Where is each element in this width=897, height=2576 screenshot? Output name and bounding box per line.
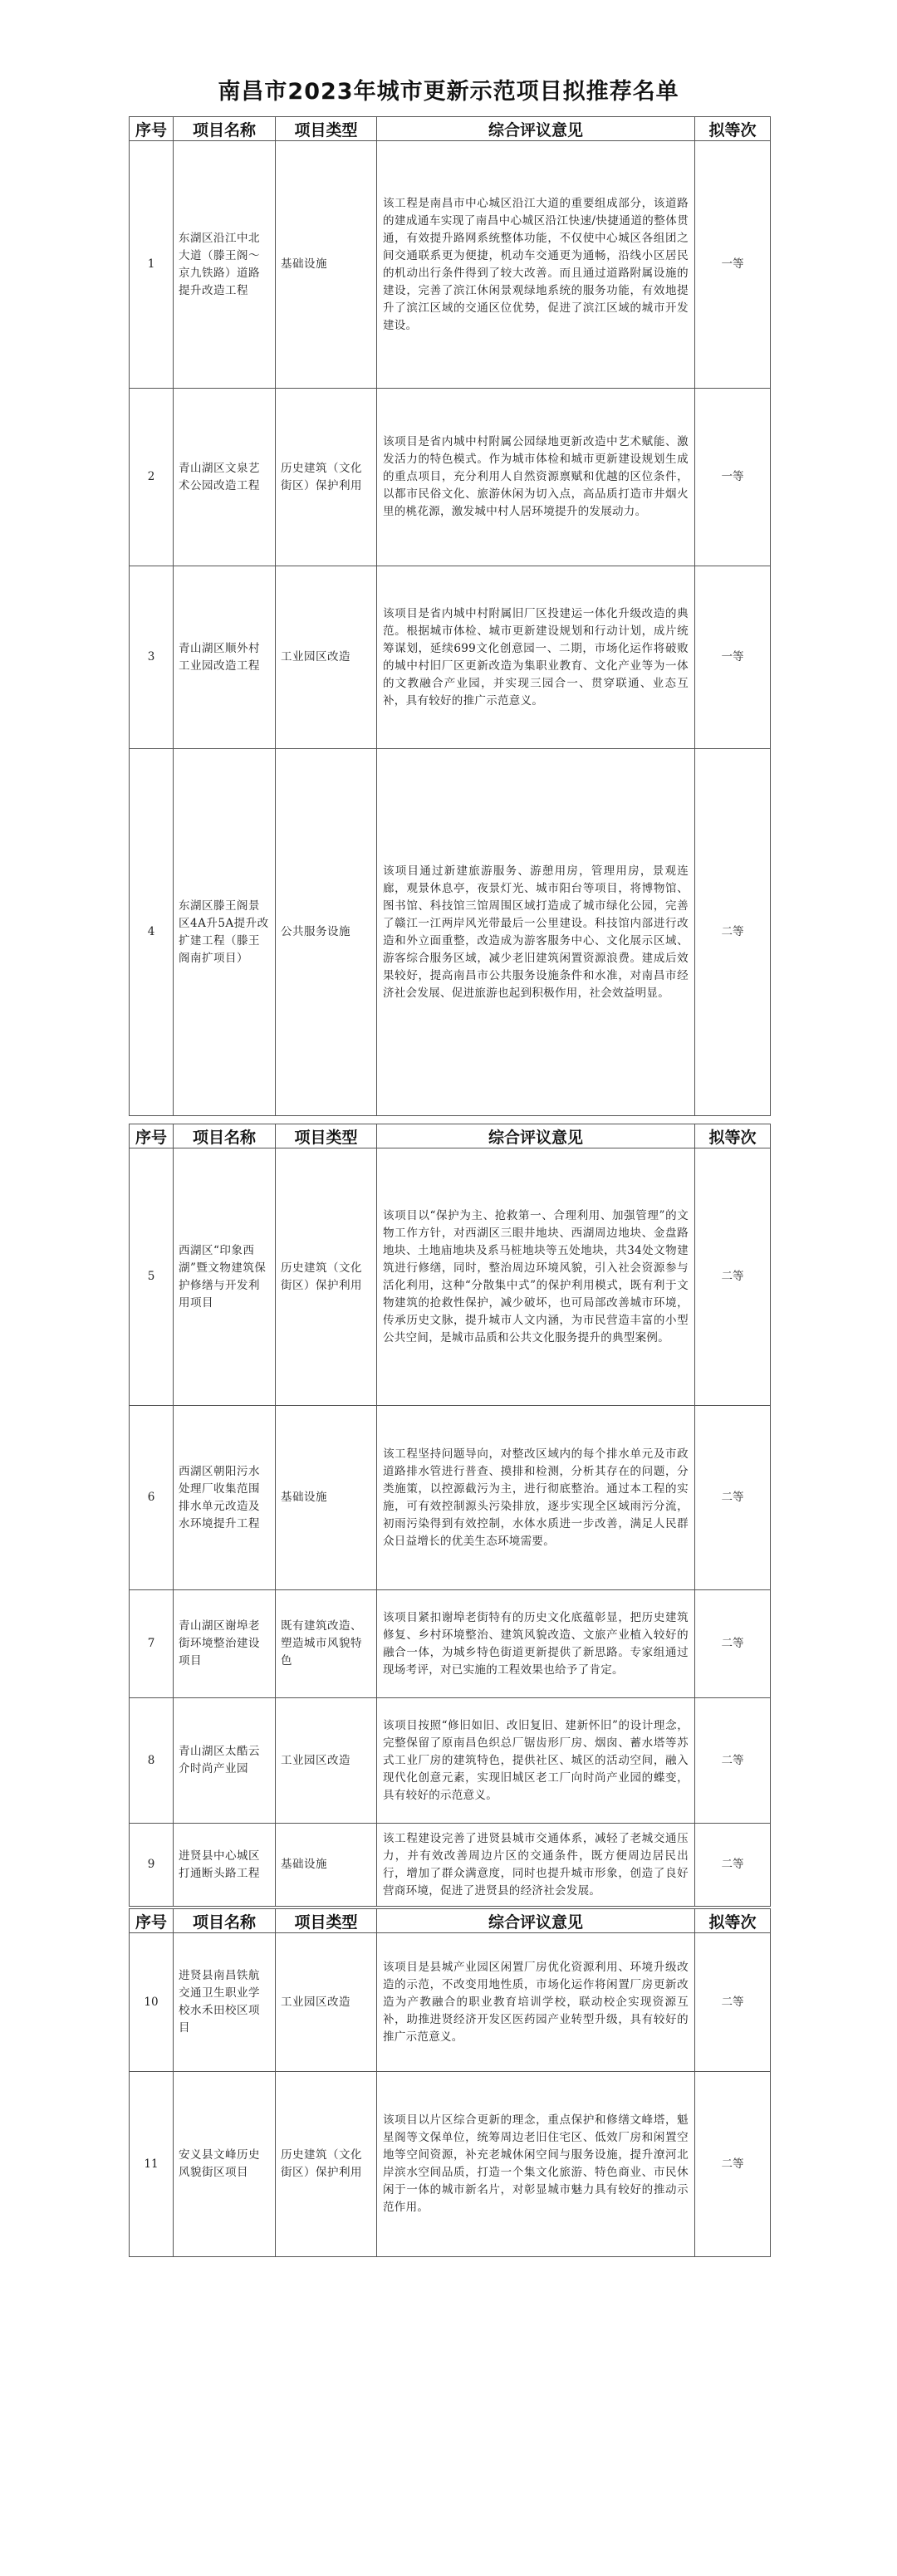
proposed-level: 一等 bbox=[695, 389, 771, 566]
row-no: 3 bbox=[130, 566, 174, 749]
proposed-level: 二等 bbox=[695, 2072, 771, 2257]
project-type: 工业园区改造 bbox=[276, 1698, 377, 1824]
review-opinion: 该项目紧扣谢埠老街特有的历史文化底蕴彰显，把历史建筑修复、乡村环境整治、建筑风貌改造、文旅产业植入较好的融合一体，为城乡特色街道更新提供了新思路。专家组通过现场考评，对已实施的工程效果也给予了肯定。 bbox=[377, 1590, 695, 1698]
row-no: 2 bbox=[130, 389, 174, 566]
project-type: 基础设施 bbox=[276, 1406, 377, 1590]
header-name: 项目名称 bbox=[174, 1909, 276, 1933]
project-type: 公共服务设施 bbox=[276, 749, 377, 1116]
proposed-level: 二等 bbox=[695, 1406, 771, 1590]
header-name: 项目名称 bbox=[174, 1124, 276, 1148]
proposed-level: 一等 bbox=[695, 141, 771, 389]
table-row bbox=[130, 2072, 771, 2257]
table-row bbox=[130, 566, 771, 749]
header-opinion: 综合评议意见 bbox=[377, 1124, 695, 1148]
review-opinion: 该工程坚持问题导向，对整改区域内的每个排水单元及市政道路排水管进行普查、摸排和检测，分析其存在的问题，分类施策，以控源截污为主，进行彻底整治。通过本工程的实施，可有效控制源头污染排放，逐步实现全区域雨污分流，初雨污染得到有效控制，水体水质进一步改善，满足人民群众日益增长的优美生态环境需要。 bbox=[377, 1406, 695, 1590]
review-opinion: 该项目通过新建旅游服务、游憩用房，管理用房，景观连廊，观景休息亭，夜景灯光、城市阳台等项目，将博物馆、图书馆、科技馆三馆周围区域打造成了城市绿化公园，完善了赣江一江两岸风光带最后一公里建设。科技馆内部进行改造和外立面重整，改造成为游客服务中心、文化展示区域、游客综合服务区域，减少老旧建筑闲置资源浪费。建成后效果较好，提高南昌市公共服务设施条件和水准，对南昌市经济社会发展、促进旅游也起到积极作用，社会效益明显。 bbox=[377, 749, 695, 1116]
header-no: 序号 bbox=[130, 117, 174, 141]
proposed-level: 二等 bbox=[695, 1933, 771, 2072]
review-opinion: 该工程建设完善了进贤县城市交通体系，减轻了老城交通压力，并有效改善周边片区的交通条件，既方便周边居民出行，增加了群众满意度，同时也提升城市形象，创造了良好营商环境，促进了进贤县的经济社会发展。 bbox=[377, 1824, 695, 1907]
header-level: 拟等次 bbox=[695, 1124, 771, 1148]
project-type: 历史建筑（文化街区）保护利用 bbox=[276, 2072, 377, 2257]
review-opinion: 该工程是南昌市中心城区沿江大道的重要组成部分，该道路的建成通车实现了南昌中心城区沿江快速/快捷通道的整体贯通，有效提升路网系统整体功能，不仅使中心城区各组团之间交通联系更为便捷，机动车交通更为通畅，沿线小区居民的机动出行条件得到了较大改善。而且通过道路附属设施的建设，完善了滨江休闲景观绿地系统的服务功能，有效地提升了滨江区域的交通区位优势，促进了滨江区域的城市开发建设。 bbox=[377, 141, 695, 389]
project-name: 安义县文峰历史风貌街区项目 bbox=[174, 2072, 276, 2257]
header-row bbox=[130, 1909, 771, 1933]
project-name: 进贤县南昌铁航交通卫生职业学校水禾田校区项目 bbox=[174, 1933, 276, 2072]
table-row bbox=[130, 1148, 771, 1406]
project-type: 历史建筑（文化街区）保护利用 bbox=[276, 1148, 377, 1406]
table-row bbox=[130, 1590, 771, 1698]
header-type: 项目类型 bbox=[276, 1124, 377, 1148]
header-opinion: 综合评议意见 bbox=[377, 1909, 695, 1933]
project-type: 既有建筑改造、塑造城市风貌特色 bbox=[276, 1590, 377, 1698]
project-name: 青山湖区谢埠老街环境整治建设项目 bbox=[174, 1590, 276, 1698]
table-row bbox=[130, 141, 771, 389]
table-row bbox=[130, 1824, 771, 1907]
proposed-level: 一等 bbox=[695, 566, 771, 749]
header-type: 项目类型 bbox=[276, 1909, 377, 1933]
header-level: 拟等次 bbox=[695, 1909, 771, 1933]
proposed-level: 二等 bbox=[695, 1824, 771, 1907]
header-level: 拟等次 bbox=[695, 117, 771, 141]
project-name: 东湖区沿江中北大道（滕王阁～京九铁路）道路提升改造工程 bbox=[174, 141, 276, 389]
row-no: 5 bbox=[130, 1148, 174, 1406]
project-name: 青山湖区顺外村工业园改造工程 bbox=[174, 566, 276, 749]
project-name: 西湖区朝阳污水处理厂收集范围排水单元改造及水环境提升工程 bbox=[174, 1406, 276, 1590]
proposed-level: 二等 bbox=[695, 1698, 771, 1824]
table-row bbox=[130, 749, 771, 1116]
header-row bbox=[130, 1124, 771, 1148]
review-opinion: 该项目是省内城中村附属旧厂区投建运一体化升级改造的典范。根据城市体检、城市更新建设规划和行动计划，成片统筹谋划，延续699文化创意园一、二期，市场化运作将破败的城中村旧厂区更新改造为集职业教育、文化产业等为一体的文教融合产业园，并实现三园合一、贯穿联通、业态互补，具有较好的推广示范意义。 bbox=[377, 566, 695, 749]
table-row bbox=[130, 1933, 771, 2072]
project-name: 青山湖区文泉艺术公园改造工程 bbox=[174, 389, 276, 566]
row-no: 8 bbox=[130, 1698, 174, 1824]
row-no: 10 bbox=[130, 1933, 174, 2072]
row-no: 6 bbox=[130, 1406, 174, 1590]
header-no: 序号 bbox=[130, 1909, 174, 1933]
table-row bbox=[130, 389, 771, 566]
review-opinion: 该项目以“保护为主、抢救第一、合理利用、加强管理”的文物工作方针，对西湖区三眼井地块、西湖周边地块、金盘路地块、土地庙地块及系马桩地块等五处地块，共34处文物建筑进行修缮，同时，整治周边环境风貌，引入社会资源参与活化利用，这种“分散集中式”的保护利用模式，既有利于文物建筑的抢救性保护，减少破坏，也可局部改善城市环境，传承历史文脉，提升城市人文内涵，为市民营造丰富的小型公共空间，是城市品质和公共文化服务提升的典型案例。 bbox=[377, 1148, 695, 1406]
project-type: 基础设施 bbox=[276, 141, 377, 389]
proposed-level: 二等 bbox=[695, 1590, 771, 1698]
header-opinion: 综合评议意见 bbox=[377, 117, 695, 141]
row-no: 1 bbox=[130, 141, 174, 389]
table-segment-3 bbox=[129, 1908, 771, 2257]
header-name: 项目名称 bbox=[174, 117, 276, 141]
row-no: 11 bbox=[130, 2072, 174, 2257]
review-opinion: 该项目按照“修旧如旧、改旧复旧、建新怀旧”的设计理念，完整保留了原南昌色织总厂锯齿形厂房、烟囱、蓄水塔等苏式工业厂房的建筑特色，提供社区、城区的活动空间，融入现代化创意元素，实现旧城区老工厂向时尚产业园的蝶变，具有较好的示范意义。 bbox=[377, 1698, 695, 1824]
project-type: 历史建筑（文化街区）保护利用 bbox=[276, 389, 377, 566]
project-name: 青山湖区太酷云介时尚产业园 bbox=[174, 1698, 276, 1824]
header-row bbox=[130, 117, 771, 141]
proposed-level: 二等 bbox=[695, 749, 771, 1116]
project-type: 基础设施 bbox=[276, 1824, 377, 1907]
table-row bbox=[130, 1698, 771, 1824]
review-opinion: 该项目是省内城中村附属公园绿地更新改造中艺术赋能、激发活力的特色模式。作为城市体检和城市更新建设规划生成的重点项目，充分利用人自然资源禀赋和优越的区位条件，以都市民俗文化、旅游休闲为切入点，高品质打造市井烟火里的桃花源，激发城中村人居环境提升的发展动力。 bbox=[377, 389, 695, 566]
header-no: 序号 bbox=[130, 1124, 174, 1148]
table-segment-1 bbox=[129, 116, 771, 1116]
row-no: 7 bbox=[130, 1590, 174, 1698]
project-name: 东湖区滕王阁景区4A升5A提升改扩建工程（滕王阁南扩项目） bbox=[174, 749, 276, 1116]
row-no: 9 bbox=[130, 1824, 174, 1907]
header-type: 项目类型 bbox=[276, 117, 377, 141]
project-name: 西湖区“印象西湖”暨文物建筑保护修缮与开发利用项目 bbox=[174, 1148, 276, 1406]
page-title: 南昌市2023年城市更新示范项目拟推荐名单 bbox=[218, 79, 679, 105]
table-row bbox=[130, 1406, 771, 1590]
project-type: 工业园区改造 bbox=[276, 1933, 377, 2072]
proposed-level: 二等 bbox=[695, 1148, 771, 1406]
review-opinion: 该项目是县城产业园区闲置厂房优化资源利用、环境升级改造的示范，不改变用地性质，市场化运作将闲置厂房更新改造为产教融合的职业教育培训学校，联动校企实现资源互补，助推进贤经济开发区医药园产业转型升级，具有较好的推广示范意义。 bbox=[377, 1933, 695, 2072]
review-opinion: 该项目以片区综合更新的理念，重点保护和修缮文峰塔，魁星阁等文保单位，统筹周边老旧住宅区、低效厂房和闲置空地等空间资源，补充老城休闲空间与服务设施，提升潦河北岸滨水空间品质，打造一个集文化旅游、特色商业、市民休闲于一体的城市新名片，对彰显城市魅力具有较好的推动示范作用。 bbox=[377, 2072, 695, 2257]
row-no: 4 bbox=[130, 749, 174, 1116]
table-segment-2 bbox=[129, 1124, 771, 1907]
project-name: 进贤县中心城区打通断头路工程 bbox=[174, 1824, 276, 1907]
project-type: 工业园区改造 bbox=[276, 566, 377, 749]
